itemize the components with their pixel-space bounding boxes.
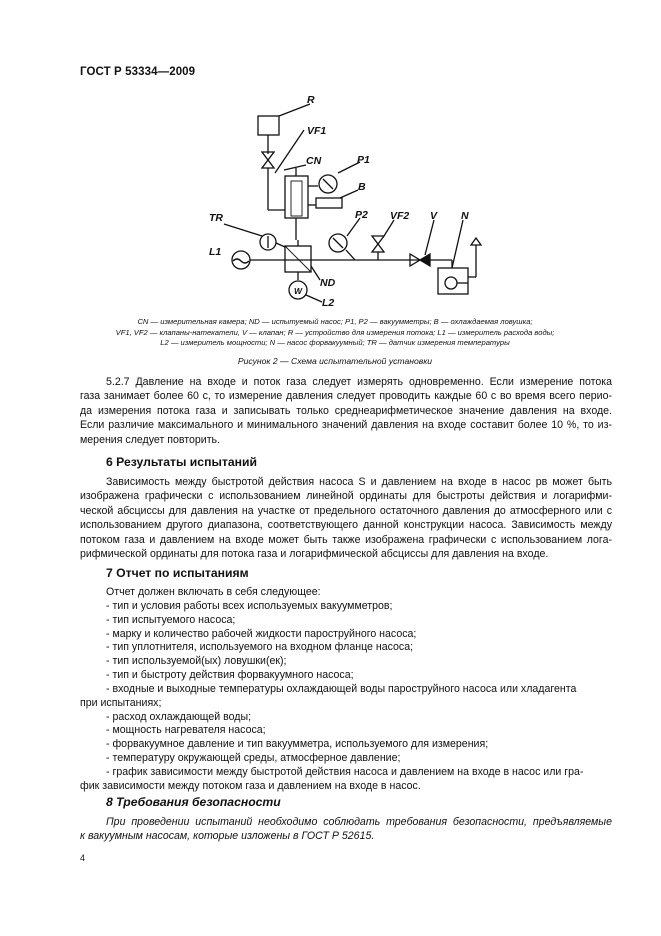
text-line: потоком газа и давлением на входе может быть также изображена графически с использованием лога- (80, 533, 612, 546)
section-6-body (80, 475, 612, 561)
document-header: ГОСТ Р 53334—2009 (80, 66, 196, 78)
list-item: - мощность нагревателя насоса; (106, 724, 266, 737)
list-item-continuation: при испытаниях; (80, 696, 162, 709)
text-line: Зависимость между быстротой действия насоса S и давлением на входе в насос pв может быть (106, 476, 612, 488)
label-tr: TR (209, 212, 223, 224)
section-8-heading: 8 Требования безопасности (106, 795, 281, 809)
label-nd: ND (320, 277, 336, 289)
list-item: - расход охлаждающей воды; (106, 710, 252, 723)
text-line: 5.2.7 Давление на входе и поток газа следует измерять одновременно. Если измерение потока (106, 376, 612, 388)
text-line: мерения следует повторить. (80, 433, 221, 446)
section-7-body (80, 586, 612, 794)
page-number: 4 (80, 853, 86, 863)
list-item: - температуру окружающей среды, атмосферное давление; (106, 752, 401, 765)
list-item: - марку и количество рабочей жидкости пароструйного насоса; (106, 627, 417, 640)
section-8-body (80, 815, 612, 844)
vf2-valve-bottom (372, 244, 384, 252)
label-v: V (430, 210, 438, 222)
list-item: - входные и выходные температуры охлаждающей воды пароструйного насоса или хладагента (106, 682, 577, 695)
v-valve-right (420, 254, 430, 266)
vf1-valve-bottom (262, 160, 274, 168)
list-item: - тип используемой(ых) ловушки(ек); (106, 655, 287, 668)
label-vf1: VF1 (307, 125, 327, 137)
list-item-continuation: фик зависимости между потоком газа и давлением на входе в насос. (80, 779, 421, 792)
test-installation-diagram (0, 0, 661, 340)
list-item: - тип уплотнителя, используемого на входном фланце насоса; (106, 641, 414, 654)
backing-pump-n (438, 268, 468, 294)
text-line: да измерения потока газа и записывать только среднеарифметическое значение давления на входе. (80, 404, 612, 417)
text-line: изображена графически с использованием линейной ординаты для быстроты действия и логарифми- (80, 490, 612, 503)
measuring-chamber-cn (285, 176, 308, 218)
legend-line: CN — измерительная камера; ND — испытуемый насос; P1, P2 — вакуумметры; B — охлаждаемая ловушка; (137, 317, 533, 326)
figure-legend (60, 317, 610, 349)
label-b: B (358, 181, 366, 193)
label-vf2: VF2 (390, 210, 410, 222)
list-item: - тип испытуемого насоса; (106, 613, 236, 626)
label-p2: P2 (355, 209, 368, 221)
label-cn: CN (306, 155, 322, 167)
paragraph-5-2-7 (80, 375, 612, 447)
section-7-heading: 7 Отчет по испытаниям (106, 566, 249, 580)
label-p1: P1 (357, 154, 370, 166)
text-line: При проведении испытаний необходимо соблюдать требования безопасности, предъявляемые (106, 816, 612, 828)
label-w: W (294, 286, 303, 296)
text-line: Если различие максимального и минимального значений давления на входе составит более 10 %, то из- (80, 419, 612, 432)
flow-meter-r-box (258, 116, 279, 135)
label-l1: L1 (209, 246, 222, 258)
cooled-trap-b (316, 198, 342, 208)
text-line: к вакуумным насосам, которые изложены в ГОСТ Р 52615. (80, 830, 375, 843)
figure-caption: Рисунок 2 — Схема испытательной установки (237, 356, 433, 366)
vf2-valve-top (372, 236, 384, 244)
legend-line: L2 — измеритель мощности; N — насос форвакуумный; TR — датчик измерения температуры (160, 338, 510, 347)
section-7-intro: Отчет должен включать в себя следующее: (106, 586, 321, 598)
text-line: ческой абсциссы для давления на участке от предельного остаточного давления до атмосферного или с (80, 504, 612, 517)
list-item: - тип и быстроту действия форвакуумного насоса; (106, 669, 354, 682)
text-line: газа занимает более 60 с, то измерение давления следует проводить каждые 60 с во время всего перио- (80, 390, 612, 403)
list-item: - график зависимости между быстротой действия насоса и давлением на входе в насос или гра- (106, 765, 584, 778)
list-item: - форвакуумное давление и тип вакуумметра, используемого для измерения; (106, 738, 489, 751)
label-r: R (307, 94, 315, 106)
text-line: рифмической ординаты для потока газа и логарифмической абсциссы для давления на входе. (80, 548, 549, 561)
text-line: использованием другого диапазона, соответствующего данной конструкции насоса. Зависимость между (80, 519, 612, 532)
label-l2: L2 (322, 297, 335, 309)
section-6-heading: 6 Результаты испытаний (106, 455, 257, 469)
list-item: - тип и условия работы всех используемых вакуумметров; (106, 599, 393, 612)
legend-line: VF1, VF2 — клапаны-натекатели, V — клапан; R — устройство для измерения потока; L1 — измеритель расхода воды; (115, 327, 555, 337)
label-n: N (461, 210, 469, 222)
